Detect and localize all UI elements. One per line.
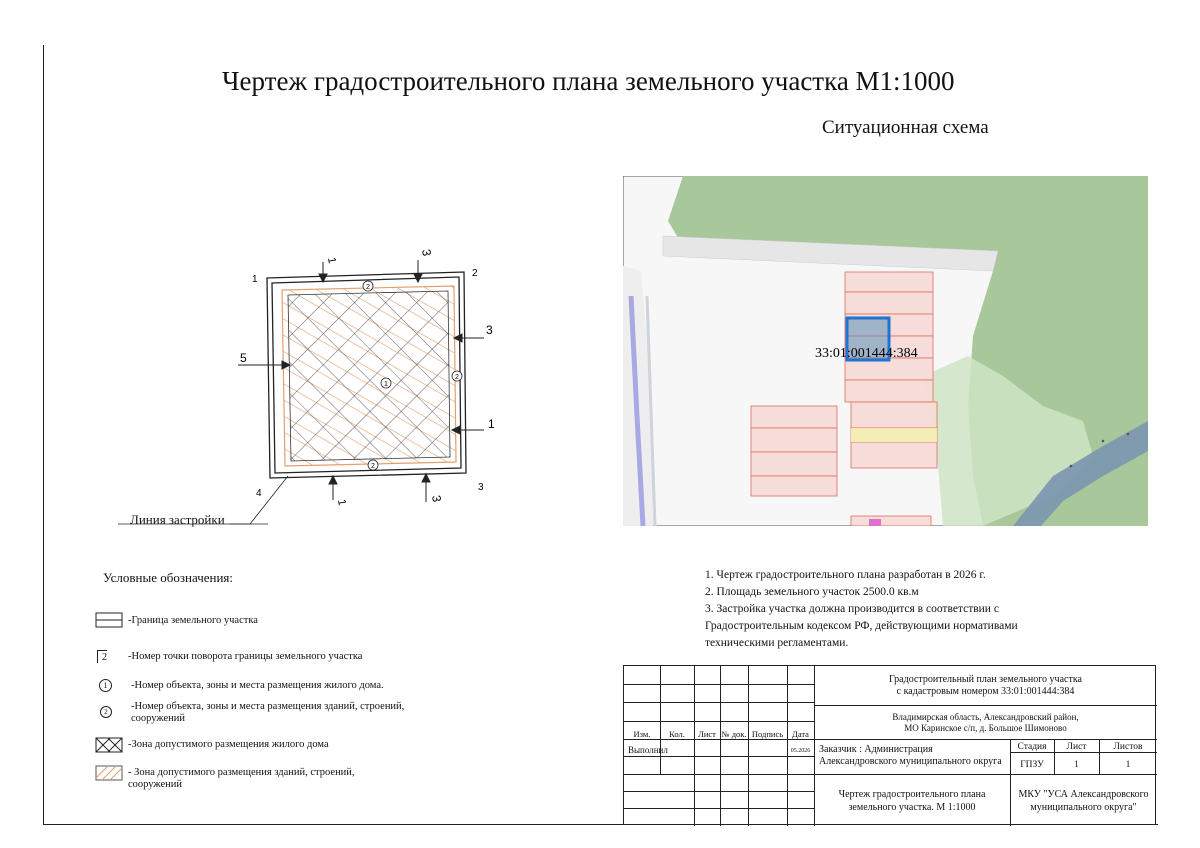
cadastral-label: 33:01:001444:384 bbox=[815, 346, 918, 361]
legend-item-buildings: -Номер объекта, зоны и места размещения зданий, строений, сооружений bbox=[131, 701, 405, 724]
crosshatch-symbol bbox=[95, 737, 123, 753]
notes-block bbox=[705, 567, 1065, 652]
sheet-value: 1 bbox=[1074, 760, 1079, 770]
corner-label: 3 bbox=[478, 482, 484, 493]
diagonal-hatch-symbol bbox=[95, 765, 123, 781]
situation-scheme-title: Ситуационная схема bbox=[822, 117, 989, 138]
sheet-header: Лист bbox=[1066, 742, 1087, 752]
boundary-symbol bbox=[95, 612, 123, 628]
circle-number: 1 bbox=[384, 381, 388, 388]
section-mark: 1 bbox=[335, 498, 348, 507]
legend-title: Условные обозначения: bbox=[103, 570, 234, 585]
sheets-header: Листов bbox=[1113, 742, 1143, 752]
corner-label: 4 bbox=[256, 488, 262, 499]
organization: МКУ "УСА Александровского муниципального округа" bbox=[1018, 789, 1149, 813]
building-line-leader bbox=[230, 476, 288, 524]
col-date: Дата bbox=[792, 729, 809, 739]
col-list: Лист bbox=[698, 729, 716, 739]
house-zone-crosshatch bbox=[288, 291, 450, 461]
circle-number: 2 bbox=[366, 284, 370, 291]
legend-item-turn-point: -Номер точки поворота границы земельного участка bbox=[128, 651, 363, 662]
customer: Заказчик : Администрация Александровского муниципального округа bbox=[819, 744, 1002, 767]
note-1: 1. Чертеж градостроительного плана разработан в 2026 г. bbox=[705, 569, 986, 581]
col-doc: № док. bbox=[721, 729, 747, 739]
section-mark: 5 bbox=[240, 351, 247, 365]
legend-item-house-zone: -Зона допустимого размещения жилого дома bbox=[128, 739, 329, 750]
circle-number: 2 bbox=[455, 374, 459, 381]
note-2: 2. Площадь земельного участок 2500.0 кв.м bbox=[705, 586, 919, 598]
building-line-underline bbox=[118, 522, 278, 528]
circle-number: 2 bbox=[371, 463, 375, 470]
date-value: 05.2026 bbox=[790, 748, 811, 754]
drawing-name: Чертеж градостроительного плана земельного участка. М 1:1000 bbox=[838, 789, 986, 813]
stage-value: ГПЗУ bbox=[1020, 760, 1044, 770]
circle-two-symbol: 2 bbox=[100, 706, 112, 718]
circle-one-symbol: 1 bbox=[99, 679, 112, 692]
legend-item-house: -Номер объекта, зоны и места размещения жилого дома. bbox=[131, 680, 384, 691]
performed-label: Выполнил bbox=[628, 745, 668, 755]
corner-label: 2 bbox=[472, 268, 478, 279]
section-mark: 3 bbox=[486, 323, 493, 337]
corner-label: 1 bbox=[252, 274, 258, 285]
legend-item-boundary: -Граница земельного участка bbox=[128, 615, 258, 626]
land-plot-plan bbox=[230, 240, 520, 540]
turn-point-symbol: 2 bbox=[97, 650, 107, 663]
drawing-title: Чертеж градостроительного плана земельного участка М1:1000 bbox=[222, 66, 955, 96]
col-izm: Изм. bbox=[633, 729, 651, 739]
frame-left-border bbox=[43, 45, 44, 825]
building-line-label: Линия застройки bbox=[130, 512, 225, 527]
section-mark: 3 bbox=[419, 248, 434, 258]
col-sign: Подпись bbox=[751, 729, 784, 739]
header-title: Градостроительный план земельного участка с кадастровым номером 33:01:001444:384 bbox=[889, 674, 1082, 697]
section-mark: 3 bbox=[429, 494, 444, 504]
section-mark: 1 bbox=[488, 417, 495, 431]
legend-item-buildings-zone: - Зона допустимого размещения зданий, строений, сооружений bbox=[128, 767, 355, 790]
note-3: 3. Застройка участка должна производится в соответствии с Градостроительным кодексом РФ, действующими нормативами техническими регламентами. bbox=[705, 603, 1018, 649]
situation-map bbox=[623, 176, 1148, 526]
col-kol: Кол. bbox=[669, 729, 685, 739]
stage-header: Стадия bbox=[1017, 742, 1047, 752]
sheets-value: 1 bbox=[1125, 760, 1131, 770]
title-block bbox=[623, 665, 1156, 825]
address: Владимирская область, Александровский район, МО Каринское с/п, д. Большое Шимоново bbox=[892, 712, 1079, 733]
yellow-strip bbox=[851, 428, 937, 442]
section-mark: 1 bbox=[325, 256, 338, 265]
